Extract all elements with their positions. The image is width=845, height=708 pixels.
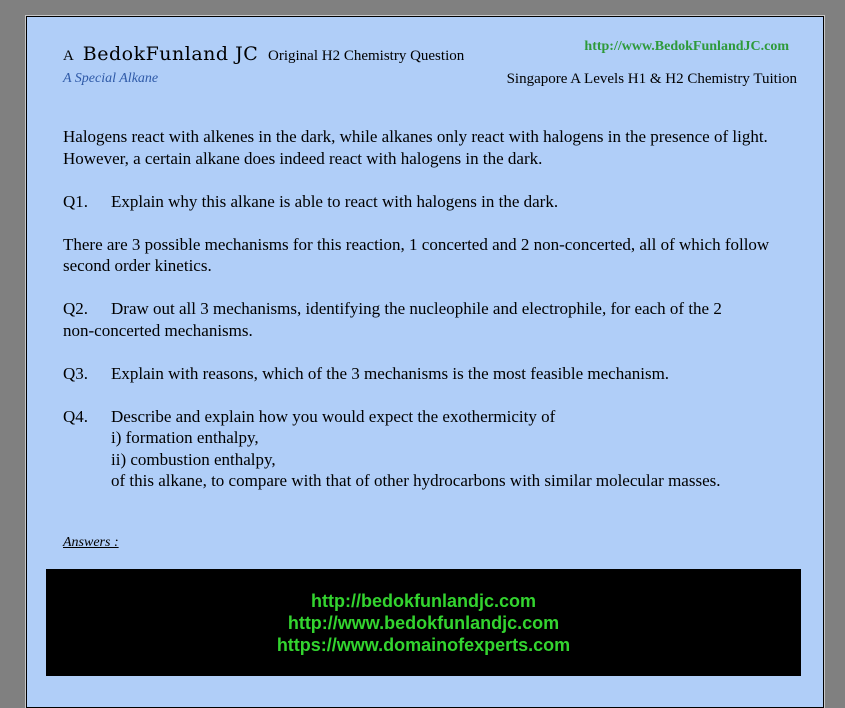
question-number: Q1. [63,191,89,211]
header-tagline: Singapore A Levels H1 & H2 Chemistry Tuition [506,71,797,87]
question-subitem: of this alkane, to compare with that of other hydrocarbons with similar molecular masses. [111,471,721,490]
question-2 [63,298,793,341]
question-text: Explain with reasons, which of the 3 mechanisms is the most feasible mechanism. [111,363,670,383]
header-prefix: A [63,48,74,64]
question-text: Explain why this alkane is able to react with halogens in the dark. [111,191,559,211]
question-1 [63,191,793,213]
header-title [63,43,464,65]
question-text: Draw out all 3 mechanisms, identifying the nucleophile and electrophile, for each of the 2 [111,299,722,318]
mechanisms-paragraph: There are 3 possible mechanisms for this reaction, 1 concerted and 2 non-concerted, all of which follow second order kinetics. [63,234,770,275]
question-subtitle: A Special Alkane [63,71,159,86]
question-text-continued: non-concerted mechanisms. [63,320,253,340]
answers-label: Answers : [63,535,119,550]
answers-link-box [46,569,801,676]
footer-link[interactable]: http://bedokfunlandjc.com [311,590,536,611]
question-4 [63,406,793,492]
question-number: Q2. [63,299,89,318]
question-number: Q3. [63,363,89,383]
question-3 [63,363,793,385]
question-number: Q4. [63,406,89,426]
footer-link[interactable]: http://www.bedokfunlandjc.com [287,612,560,633]
header-url[interactable]: http://www.BedokFunlandJC.com [584,39,789,54]
footer-link[interactable]: https://www.domainofexperts.com [276,634,571,655]
intro-paragraph: Halogens react with alkenes in the dark, while alkanes only react with halogens in the presence of light. However, a certain alkane does indeed react with halogens in the dark. [63,127,768,168]
document-page [26,16,824,708]
question-subitem: i) formation enthalpy, [111,428,259,447]
brand-logo-text: BedokFunland JC [82,43,259,65]
question-text: Describe and explain how you would expect the exothermicity of [111,406,556,426]
header-suffix: Original H2 Chemistry Question [268,48,465,64]
question-body [63,126,793,492]
question-subitem: ii) combustion enthalpy, [111,449,276,469]
